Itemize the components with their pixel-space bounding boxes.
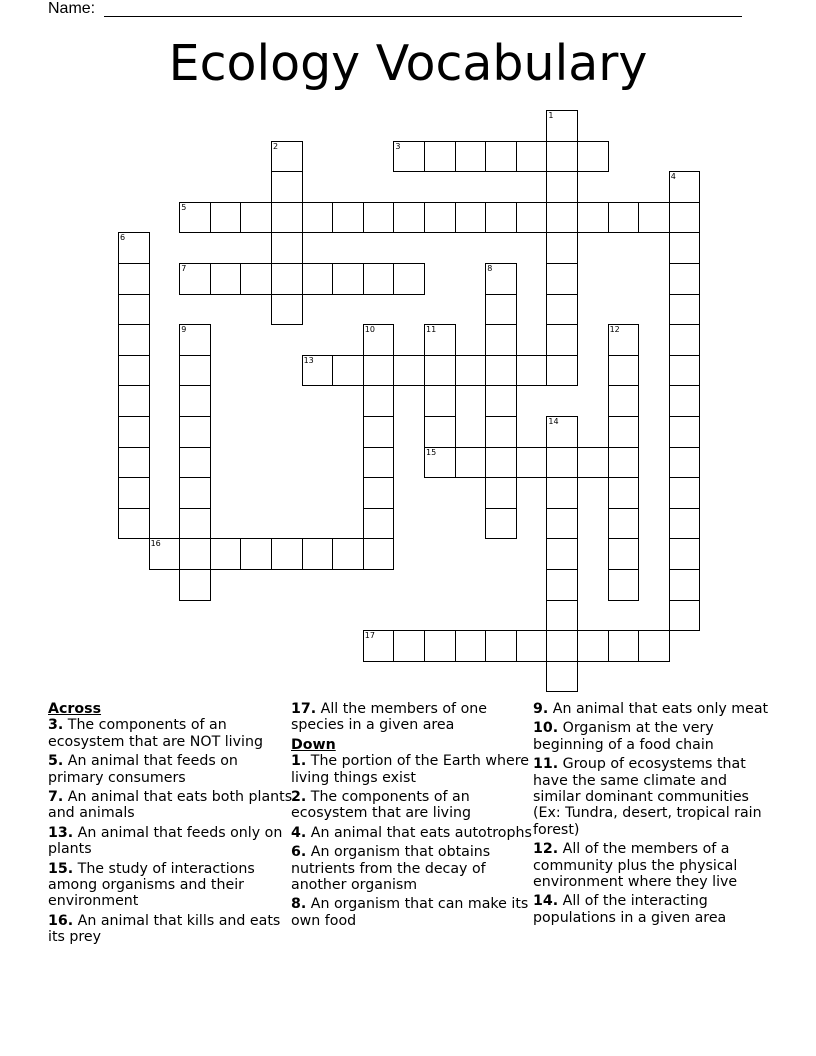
grid-cell[interactable] xyxy=(608,385,640,417)
grid-cell[interactable] xyxy=(546,661,578,693)
grid-cell[interactable] xyxy=(546,263,578,295)
grid-cell[interactable] xyxy=(485,294,517,326)
grid-cell[interactable] xyxy=(608,355,640,387)
clue-number: 9. xyxy=(533,701,549,717)
cell-number: 11 xyxy=(426,325,437,335)
grid-cell[interactable] xyxy=(546,569,578,601)
clue-number: 12. xyxy=(533,841,559,858)
grid-cell[interactable] xyxy=(546,324,578,356)
clue-text: An organism that can make its own food xyxy=(291,896,529,929)
grid-cell[interactable] xyxy=(455,630,487,662)
cell-number: 2 xyxy=(273,141,279,151)
grid-cell[interactable] xyxy=(363,508,395,540)
clue-number: 1. xyxy=(291,753,307,770)
grid-cell[interactable] xyxy=(546,202,578,234)
grid-cell[interactable] xyxy=(485,385,517,417)
clue-column-3 xyxy=(533,701,778,929)
grid-cell[interactable] xyxy=(546,538,578,570)
grid-cell[interactable] xyxy=(608,447,640,479)
clue-item xyxy=(291,825,536,841)
cell-number: 5 xyxy=(181,202,187,212)
clue-text: All of the interacting populations in a given area xyxy=(533,893,727,926)
grid-cell[interactable] xyxy=(118,232,150,264)
grid-cell[interactable] xyxy=(271,141,303,173)
grid-cell[interactable] xyxy=(669,294,701,326)
cell-number: 15 xyxy=(426,447,437,457)
grid-cell[interactable] xyxy=(393,630,425,662)
grid-cell[interactable] xyxy=(363,263,395,295)
grid-cell[interactable] xyxy=(179,355,211,387)
grid-cell[interactable] xyxy=(271,263,303,295)
clue-number: 10. xyxy=(533,720,559,737)
clue-item xyxy=(291,789,536,822)
grid-cell[interactable] xyxy=(302,355,334,387)
grid-cell[interactable] xyxy=(332,202,364,234)
grid-cell[interactable] xyxy=(302,538,334,570)
grid-cell[interactable] xyxy=(608,538,640,570)
clue-item xyxy=(291,896,536,929)
grid-cell[interactable] xyxy=(669,477,701,509)
grid-cell[interactable] xyxy=(546,416,578,448)
cell-number: 3 xyxy=(395,141,401,151)
clue-text: An animal that feeds on primary consumers xyxy=(48,753,238,786)
grid-cell[interactable] xyxy=(669,569,701,601)
cell-number: 9 xyxy=(181,325,187,335)
grid-cell[interactable] xyxy=(669,355,701,387)
grid-cell[interactable] xyxy=(546,630,578,662)
clue-item xyxy=(48,913,293,946)
grid-cell[interactable] xyxy=(179,416,211,448)
grid-cell[interactable] xyxy=(271,294,303,326)
cell-number: 16 xyxy=(150,539,161,549)
grid-cell[interactable] xyxy=(363,538,395,570)
grid-cell[interactable] xyxy=(118,385,150,417)
clue-item xyxy=(533,720,778,753)
clue-text: An animal that eats both plants and animals xyxy=(48,789,293,822)
grid-cell[interactable] xyxy=(516,202,548,234)
grid-cell[interactable] xyxy=(179,569,211,601)
grid-cell[interactable] xyxy=(669,202,701,234)
clue-text: The portion of the Earth where living things exist xyxy=(291,753,529,786)
clue-item xyxy=(291,753,536,786)
grid-cell[interactable] xyxy=(638,630,670,662)
grid-cell[interactable] xyxy=(393,202,425,234)
grid-cell[interactable] xyxy=(485,263,517,295)
grid-cell[interactable] xyxy=(271,202,303,234)
grid-cell[interactable] xyxy=(118,416,150,448)
name-label: Name: xyxy=(48,0,96,17)
grid-cell[interactable] xyxy=(118,508,150,540)
clue-number: 17. xyxy=(291,701,317,717)
grid-cell[interactable] xyxy=(302,263,334,295)
grid-cell[interactable] xyxy=(485,477,517,509)
grid-cell[interactable] xyxy=(577,202,609,234)
grid-cell[interactable] xyxy=(516,447,548,479)
grid-cell[interactable] xyxy=(210,263,242,295)
grid-cell[interactable] xyxy=(485,630,517,662)
grid-cell[interactable] xyxy=(516,141,548,173)
clue-text: Group of ecosystems that have the same climate and similar dominant communities (Ex: Tundra, desert, tropical rain forest) xyxy=(533,756,762,838)
grid-cell[interactable] xyxy=(516,355,548,387)
grid-cell[interactable] xyxy=(179,538,211,570)
clue-number: 7. xyxy=(48,789,64,806)
grid-cell[interactable] xyxy=(271,171,303,203)
grid-cell[interactable] xyxy=(424,416,456,448)
grid-cell[interactable] xyxy=(485,202,517,234)
cell-number: 6 xyxy=(120,233,126,243)
grid-cell[interactable] xyxy=(332,263,364,295)
cell-number: 17 xyxy=(364,631,375,641)
grid-cell[interactable] xyxy=(455,355,487,387)
clue-text: An animal that eats only meat xyxy=(548,701,769,717)
grid-cell[interactable] xyxy=(608,630,640,662)
grid-cell[interactable] xyxy=(118,294,150,326)
grid-cell[interactable] xyxy=(363,447,395,479)
grid-cell[interactable] xyxy=(118,355,150,387)
grid-cell[interactable] xyxy=(546,600,578,632)
grid-cell[interactable] xyxy=(546,141,578,173)
grid-cell[interactable] xyxy=(546,294,578,326)
grid-cell[interactable] xyxy=(424,202,456,234)
grid-cell[interactable] xyxy=(546,110,578,142)
clue-text: The components of an ecosystem that are living xyxy=(291,789,472,822)
clue-heading: Across xyxy=(48,701,102,717)
grid-cell[interactable] xyxy=(393,141,425,173)
clue-text: The study of interactions among organisms and their environment xyxy=(48,860,255,910)
clue-number: 14. xyxy=(533,893,559,910)
clue-number: 16. xyxy=(48,912,74,929)
clue-item xyxy=(48,717,293,750)
grid-cell[interactable] xyxy=(485,416,517,448)
grid-cell[interactable] xyxy=(608,416,640,448)
clue-number: 8. xyxy=(291,896,307,913)
cell-number: 10 xyxy=(364,325,375,335)
cell-number: 12 xyxy=(609,325,620,335)
grid-cell[interactable] xyxy=(393,355,425,387)
grid-cell[interactable] xyxy=(302,202,334,234)
clue-item xyxy=(291,844,536,893)
grid-cell[interactable] xyxy=(240,202,272,234)
grid-cell[interactable] xyxy=(638,202,670,234)
grid-cell[interactable] xyxy=(210,202,242,234)
grid-cell[interactable] xyxy=(118,263,150,295)
grid-cell[interactable] xyxy=(424,630,456,662)
grid-cell[interactable] xyxy=(669,385,701,417)
clue-column-1 xyxy=(48,701,293,949)
grid-cell[interactable] xyxy=(118,447,150,479)
grid-cell[interactable] xyxy=(577,630,609,662)
grid-cell[interactable] xyxy=(393,263,425,295)
grid-cell[interactable] xyxy=(608,202,640,234)
grid-cell[interactable] xyxy=(149,538,181,570)
grid-cell[interactable] xyxy=(485,508,517,540)
grid-cell[interactable] xyxy=(332,538,364,570)
grid-cell[interactable] xyxy=(179,447,211,479)
grid-cell[interactable] xyxy=(118,477,150,509)
cell-number: 14 xyxy=(548,417,559,426)
grid-cell[interactable] xyxy=(424,355,456,387)
grid-cell[interactable] xyxy=(546,171,578,203)
grid-cell[interactable] xyxy=(669,508,701,540)
grid-cell[interactable] xyxy=(485,141,517,173)
grid-cell[interactable] xyxy=(332,355,364,387)
grid-cell[interactable] xyxy=(179,508,211,540)
grid-cell[interactable] xyxy=(546,447,578,479)
clue-item xyxy=(533,756,778,838)
grid-cell[interactable] xyxy=(271,538,303,570)
grid-cell[interactable] xyxy=(516,630,548,662)
clue-item xyxy=(48,861,293,910)
grid-cell[interactable] xyxy=(363,477,395,509)
clue-number: 4. xyxy=(291,824,307,841)
clue-number: 6. xyxy=(291,844,307,861)
grid-cell[interactable] xyxy=(455,202,487,234)
grid-cell[interactable] xyxy=(485,447,517,479)
grid-cell[interactable] xyxy=(271,232,303,264)
grid-cell[interactable] xyxy=(363,324,395,356)
grid-cell[interactable] xyxy=(455,141,487,173)
clue-number: 5. xyxy=(48,753,64,770)
clue-number: 13. xyxy=(48,824,74,841)
grid-cell[interactable] xyxy=(669,232,701,264)
clue-text: Organism at the very beginning of a food chain xyxy=(533,720,714,753)
grid-cell[interactable] xyxy=(363,202,395,234)
clue-column-2 xyxy=(291,701,536,932)
clue-text: An animal that feeds only on plants xyxy=(48,824,283,858)
grid-cell[interactable] xyxy=(210,538,242,570)
grid-cell[interactable] xyxy=(179,477,211,509)
page-title: Ecology Vocabulary xyxy=(168,35,648,92)
cell-number: 4 xyxy=(670,172,676,182)
grid-cell[interactable] xyxy=(485,355,517,387)
clue-number: 15. xyxy=(48,860,74,877)
grid-cell[interactable] xyxy=(608,324,640,356)
clue-number: 11. xyxy=(533,756,559,773)
grid-cell[interactable] xyxy=(118,324,150,356)
grid-cell[interactable] xyxy=(179,324,211,356)
cell-number: 1 xyxy=(548,111,554,120)
grid-cell[interactable] xyxy=(669,416,701,448)
clue-item xyxy=(291,701,536,734)
grid-cell[interactable] xyxy=(608,569,640,601)
clue-text: An animal that eats autotrophs xyxy=(306,824,532,841)
grid-cell[interactable] xyxy=(669,447,701,479)
grid-cell[interactable] xyxy=(424,447,456,479)
grid-cell[interactable] xyxy=(363,416,395,448)
grid-cell[interactable] xyxy=(424,141,456,173)
grid-cell[interactable] xyxy=(546,232,578,264)
cell-number: 8 xyxy=(487,264,493,273)
grid-cell[interactable] xyxy=(669,263,701,295)
clue-number: 2. xyxy=(291,789,307,806)
clue-text: All the members of one species in a given area xyxy=(291,701,487,734)
clue-item xyxy=(48,753,293,786)
grid-cell[interactable] xyxy=(669,600,701,632)
cell-number: 13 xyxy=(303,355,314,365)
grid-cell[interactable] xyxy=(240,538,272,570)
clue-number: 3. xyxy=(48,717,64,734)
clue-item xyxy=(533,893,778,926)
grid-cell[interactable] xyxy=(363,355,395,387)
grid-cell[interactable] xyxy=(424,324,456,356)
grid-cell[interactable] xyxy=(546,477,578,509)
grid-cell[interactable] xyxy=(455,447,487,479)
clue-item xyxy=(48,789,293,822)
grid-cell[interactable] xyxy=(363,385,395,417)
grid-cell[interactable] xyxy=(546,355,578,387)
grid-cell[interactable] xyxy=(577,447,609,479)
grid-cell[interactable] xyxy=(608,477,640,509)
grid-cell[interactable] xyxy=(240,263,272,295)
grid-cell[interactable] xyxy=(485,324,517,356)
grid-cell[interactable] xyxy=(669,324,701,356)
grid-cell[interactable] xyxy=(179,202,211,234)
grid-cell[interactable] xyxy=(179,385,211,417)
clue-text: The components of an ecosystem that are NOT living xyxy=(48,717,263,750)
cell-number: 7 xyxy=(181,264,187,273)
clue-text: An animal that kills and eats its prey xyxy=(48,912,281,946)
clue-text: An organism that obtains nutrients from the decay of another organism xyxy=(291,844,491,894)
clue-text: All of the members of a community plus the physical environment where they live xyxy=(533,841,738,891)
clue-item xyxy=(533,841,778,890)
grid-cell[interactable] xyxy=(669,171,701,203)
grid-cell[interactable] xyxy=(546,508,578,540)
grid-cell[interactable] xyxy=(577,141,609,173)
grid-cell[interactable] xyxy=(424,385,456,417)
clue-item xyxy=(48,825,293,858)
clue-item xyxy=(533,701,778,717)
clue-heading: Down xyxy=(291,736,336,753)
grid-cell[interactable] xyxy=(363,630,395,662)
grid-cell[interactable] xyxy=(669,538,701,570)
grid-cell[interactable] xyxy=(608,508,640,540)
grid-cell[interactable] xyxy=(179,263,211,295)
